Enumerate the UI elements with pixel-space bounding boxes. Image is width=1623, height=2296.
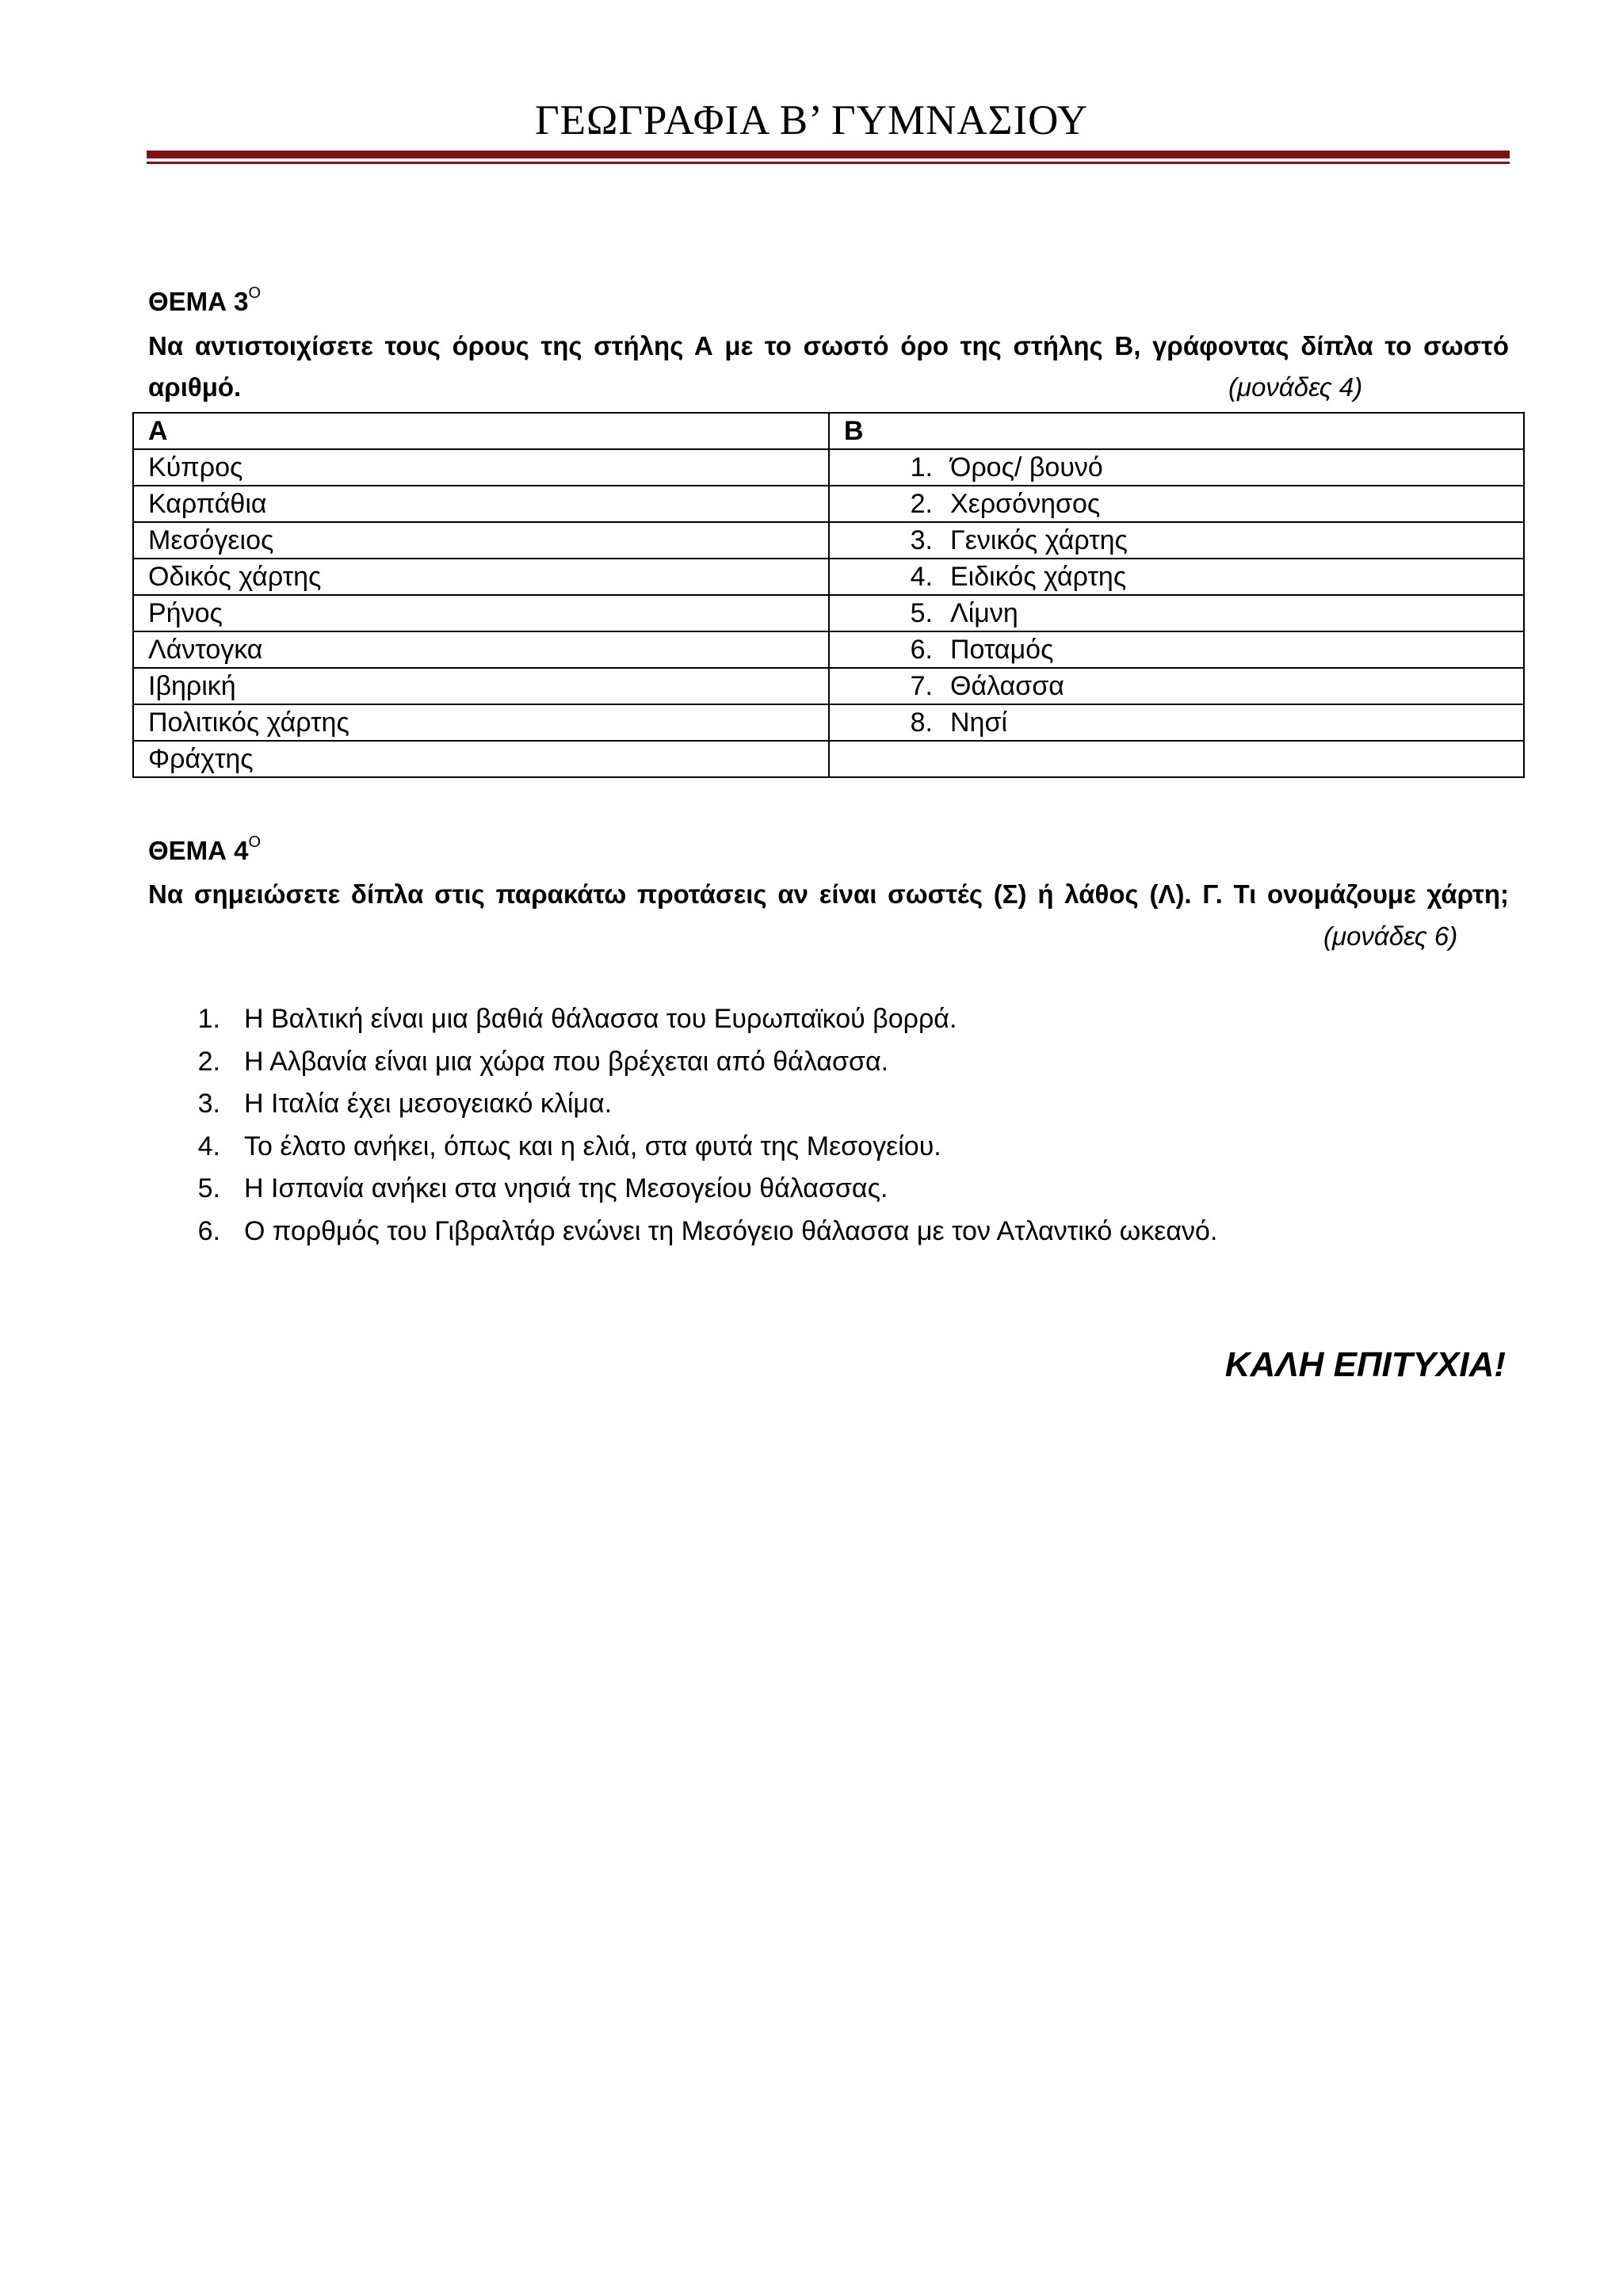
column-b-cell [829, 559, 1524, 595]
column-b-cell [829, 449, 1524, 486]
column-a-cell: Μεσόγειος [133, 522, 829, 559]
column-a-cell: Οδικός χάρτης [133, 559, 829, 595]
statement-text: Η Ισπανία ανήκει στα νησιά της Μεσογείου θάλασσας. [244, 1173, 888, 1203]
theme4-superscript: Ο [248, 833, 262, 851]
column-b-cell [829, 486, 1524, 522]
theme3-title-text: ΘΕΜΑ 3 [148, 287, 249, 316]
column-b-number: 8. [910, 707, 933, 738]
table-row [133, 595, 1524, 631]
table-row [133, 449, 1524, 486]
matching-table [132, 412, 1525, 778]
column-b-header: Β [829, 413, 1524, 449]
column-a-cell: Φράχτης [133, 741, 829, 777]
statement-text: Η Αλβανία είναι μια χώρα που βρέχεται από θάλασσα. [244, 1046, 889, 1077]
theme4-marks: (μονάδες 6) [1323, 921, 1458, 951]
table-row [133, 668, 1524, 704]
column-b-number: 7. [910, 670, 933, 701]
list-item [182, 1168, 1217, 1211]
closing-wish: ΚΑΛΗ ΕΠΙΤΥΧΙΑ! [1224, 1345, 1506, 1384]
column-a-cell: Λάντογκα [133, 631, 829, 668]
column-b-term: Γενικός χάρτης [950, 524, 1128, 555]
column-a-cell: Καρπάθια [133, 486, 829, 522]
column-b-term: Θάλασσα [950, 670, 1064, 701]
statement-number: 5. [197, 1173, 220, 1203]
theme4-title-text: ΘΕΜΑ 4 [148, 836, 249, 865]
statement-number: 2. [197, 1046, 220, 1077]
statement-text: Η Ιταλία έχει μεσογειακό κλίμα. [244, 1089, 613, 1119]
statement-number: 1. [197, 1004, 220, 1034]
table-row [133, 559, 1524, 595]
list-item [182, 1083, 1217, 1126]
statement-text: Το έλατο ανήκει, όπως και η ελιά, στα φυτά της Μεσογείου. [244, 1131, 941, 1161]
statement-number: 3. [197, 1089, 220, 1119]
column-b-number: 5. [910, 597, 933, 628]
column-b-number: 6. [910, 634, 933, 665]
table-row [133, 486, 1524, 522]
column-b-term: Ειδικός χάρτης [950, 561, 1127, 592]
column-b-number: 1. [910, 452, 933, 482]
column-a-cell: Ιβηρική [133, 668, 829, 704]
column-b-term: Όρος/ βουνό [950, 452, 1103, 482]
column-b-cell [829, 704, 1524, 741]
theme3-marks: (μονάδες 4) [1228, 372, 1363, 402]
column-b-cell [829, 741, 1524, 777]
column-b-number: 2. [910, 488, 933, 519]
theme3-instruction-line2: αριθμό. [148, 372, 242, 402]
column-b-term: Λίμνη [950, 597, 1018, 628]
page-header-title: ΓΕΩΓΡΑΦΙΑ Β’ ΓΥΜΝΑΣΙΟΥ [534, 97, 1089, 143]
list-item [182, 1041, 1217, 1084]
statement-text: Η Βαλτική είναι μια βαθιά θάλασσα του Ευρωπαϊκού βορρά. [244, 1004, 957, 1034]
header-rule-thick [147, 151, 1510, 158]
statement-number: 6. [197, 1215, 220, 1246]
matching-table-header-row [133, 413, 1524, 449]
theme4-title [148, 833, 262, 866]
column-b-cell [829, 522, 1524, 559]
true-false-statements [182, 998, 1217, 1253]
column-b-cell [829, 631, 1524, 668]
column-a-header: Α [133, 413, 829, 449]
list-item [182, 1126, 1217, 1169]
column-b-number: 3. [910, 524, 933, 555]
header-rule-thin [147, 162, 1510, 164]
column-b-term: Νησί [950, 707, 1008, 738]
table-row [133, 704, 1524, 741]
statement-text: Ο πορθμός του Γιβραλτάρ ενώνει τη Μεσόγειο θάλασσα με τον Ατλαντικό ωκεανό. [244, 1215, 1218, 1246]
column-a-cell: Πολιτικός χάρτης [133, 704, 829, 741]
theme3-superscript: Ο [248, 284, 262, 302]
column-a-cell: Ρήνος [133, 595, 829, 631]
column-b-cell [829, 595, 1524, 631]
column-b-cell [829, 668, 1524, 704]
statement-number: 4. [197, 1131, 220, 1161]
table-row [133, 741, 1524, 777]
column-a-cell: Κύπρος [133, 449, 829, 486]
table-row [133, 631, 1524, 668]
theme4-instruction: Να σημειώσετε δίπλα στις παρακάτω προτάσεις αν είναι σωστές (Σ) ή λάθος (Λ). Γ. Τι ονομάζουμε χάρτη; [148, 879, 1509, 909]
table-row [133, 522, 1524, 559]
theme3-title [148, 284, 262, 317]
column-b-term: Ποταμός [950, 634, 1054, 665]
column-b-term: Χερσόνησος [950, 488, 1101, 519]
theme3-instruction-line1: Να αντιστοιχίσετε τους όρους της στήλης Α με το σωστό όρο της στήλης Β, γράφοντας δίπλα το σωστό [148, 331, 1509, 360]
column-b-number: 4. [910, 561, 933, 592]
list-item [182, 1211, 1217, 1253]
list-item [182, 998, 1217, 1041]
